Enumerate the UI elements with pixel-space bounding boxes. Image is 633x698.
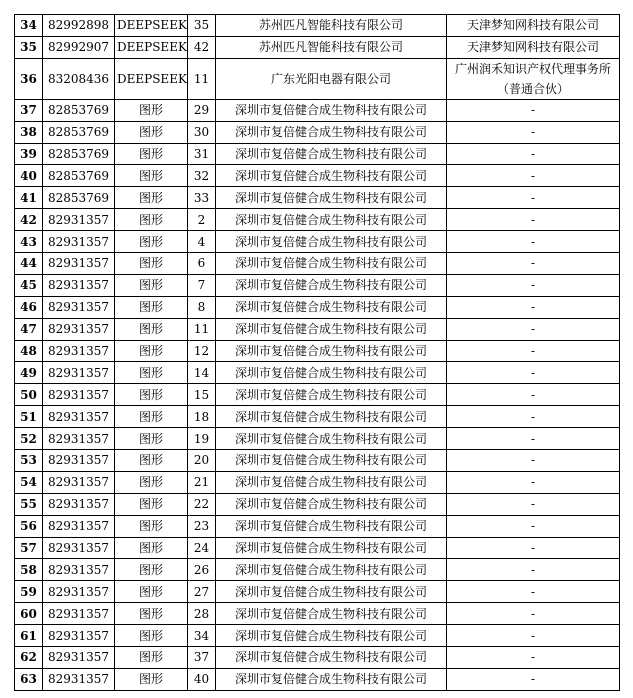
registrant-cell: 深圳市复倍健合成生物科技有限公司	[216, 471, 447, 493]
agent-cell: -	[447, 384, 620, 406]
registrant-cell: 深圳市复倍健合成生物科技有限公司	[216, 187, 447, 209]
registrant-cell: 深圳市复倍健合成生物科技有限公司	[216, 253, 447, 275]
table-row	[15, 99, 620, 121]
class-number-cell: 27	[188, 581, 216, 603]
table-row	[15, 143, 620, 165]
registrant-cell: 深圳市复倍健合成生物科技有限公司	[216, 450, 447, 472]
registration-number-cell: 82931357	[43, 471, 115, 493]
trademark-name-cell: 图形	[115, 274, 188, 296]
row-number-cell: 61	[15, 625, 43, 647]
trademark-name-cell: 图形	[115, 559, 188, 581]
registrant-cell: 深圳市复倍健合成生物科技有限公司	[216, 668, 447, 690]
trademark-name-cell: 图形	[115, 318, 188, 340]
table-row	[15, 647, 620, 669]
agent-cell: -	[447, 165, 620, 187]
row-number-cell: 38	[15, 121, 43, 143]
row-number-cell: 55	[15, 493, 43, 515]
table-row	[15, 58, 620, 99]
registrant-cell: 广东光阳电器有限公司	[216, 58, 447, 99]
agent-cell: -	[447, 450, 620, 472]
class-number-cell: 23	[188, 515, 216, 537]
class-number-cell: 37	[188, 647, 216, 669]
registrant-cell: 苏州匹凡智能科技有限公司	[216, 36, 447, 58]
class-number-cell: 6	[188, 253, 216, 275]
agent-cell: -	[447, 406, 620, 428]
registration-number-cell: 82931357	[43, 296, 115, 318]
row-number-cell: 34	[15, 15, 43, 37]
agent-cell: -	[447, 362, 620, 384]
row-number-cell: 42	[15, 209, 43, 231]
table-row	[15, 340, 620, 362]
row-number-cell: 54	[15, 471, 43, 493]
agent-cell: -	[447, 581, 620, 603]
table-body	[15, 15, 620, 691]
table-row	[15, 581, 620, 603]
class-number-cell: 7	[188, 274, 216, 296]
agent-cell: -	[447, 143, 620, 165]
trademark-name-cell: DEEPSEEK	[115, 58, 188, 99]
row-number-cell: 49	[15, 362, 43, 384]
trademark-name-cell: 图形	[115, 647, 188, 669]
trademark-name-cell: 图形	[115, 625, 188, 647]
trademark-name-cell: 图形	[115, 362, 188, 384]
registrant-cell: 深圳市复倍健合成生物科技有限公司	[216, 428, 447, 450]
registration-number-cell: 82931357	[43, 209, 115, 231]
class-number-cell: 34	[188, 625, 216, 647]
class-number-cell: 14	[188, 362, 216, 384]
row-number-cell: 57	[15, 537, 43, 559]
registration-number-cell: 83208436	[43, 58, 115, 99]
registrant-cell: 深圳市复倍健合成生物科技有限公司	[216, 318, 447, 340]
registrant-cell: 深圳市复倍健合成生物科技有限公司	[216, 274, 447, 296]
trademark-name-cell: 图形	[115, 428, 188, 450]
registrant-cell: 深圳市复倍健合成生物科技有限公司	[216, 581, 447, 603]
row-number-cell: 44	[15, 253, 43, 275]
trademark-name-cell: 图形	[115, 450, 188, 472]
registrant-cell: 深圳市复倍健合成生物科技有限公司	[216, 296, 447, 318]
registration-number-cell: 82931357	[43, 559, 115, 581]
agent-cell: -	[447, 537, 620, 559]
trademark-name-cell: 图形	[115, 296, 188, 318]
registration-number-cell: 82931357	[43, 625, 115, 647]
agent-cell: 天津梦知网科技有限公司	[447, 15, 620, 37]
table-row	[15, 296, 620, 318]
class-number-cell: 18	[188, 406, 216, 428]
class-number-cell: 11	[188, 318, 216, 340]
trademark-name-cell: 图形	[115, 668, 188, 690]
registrant-cell: 深圳市复倍健合成生物科技有限公司	[216, 625, 447, 647]
row-number-cell: 35	[15, 36, 43, 58]
row-number-cell: 52	[15, 428, 43, 450]
registrant-cell: 深圳市复倍健合成生物科技有限公司	[216, 143, 447, 165]
agent-cell: -	[447, 471, 620, 493]
agent-cell: -	[447, 187, 620, 209]
table-row	[15, 559, 620, 581]
row-number-cell: 59	[15, 581, 43, 603]
row-number-cell: 48	[15, 340, 43, 362]
registration-number-cell: 82853769	[43, 121, 115, 143]
table-row	[15, 165, 620, 187]
registration-number-cell: 82931357	[43, 384, 115, 406]
registration-number-cell: 82931357	[43, 515, 115, 537]
registration-number-cell: 82931357	[43, 581, 115, 603]
agent-cell: -	[447, 559, 620, 581]
trademark-name-cell: 图形	[115, 121, 188, 143]
class-number-cell: 28	[188, 603, 216, 625]
row-number-cell: 51	[15, 406, 43, 428]
row-number-cell: 47	[15, 318, 43, 340]
class-number-cell: 12	[188, 340, 216, 362]
registration-number-cell: 82992907	[43, 36, 115, 58]
registration-number-cell: 82931357	[43, 450, 115, 472]
registrant-cell: 深圳市复倍健合成生物科技有限公司	[216, 231, 447, 253]
registration-number-cell: 82992898	[43, 15, 115, 37]
row-number-cell: 37	[15, 99, 43, 121]
row-number-cell: 36	[15, 58, 43, 99]
registration-number-cell: 82931357	[43, 231, 115, 253]
table-row	[15, 318, 620, 340]
class-number-cell: 29	[188, 99, 216, 121]
table-row	[15, 121, 620, 143]
table-row	[15, 187, 620, 209]
agent-cell: -	[447, 603, 620, 625]
registrant-cell: 深圳市复倍健合成生物科技有限公司	[216, 647, 447, 669]
row-number-cell: 40	[15, 165, 43, 187]
registration-number-cell: 82853769	[43, 187, 115, 209]
registration-number-cell: 82931357	[43, 603, 115, 625]
agent-cell: -	[447, 515, 620, 537]
agent-cell: -	[447, 493, 620, 515]
trademark-name-cell: DEEPSEEK	[115, 15, 188, 37]
table-row	[15, 362, 620, 384]
registrant-cell: 苏州匹凡智能科技有限公司	[216, 15, 447, 37]
agent-cell: 广州润禾知识产权代理事务所（普通合伙）	[447, 58, 620, 99]
class-number-cell: 2	[188, 209, 216, 231]
class-number-cell: 22	[188, 493, 216, 515]
table-row	[15, 471, 620, 493]
registrant-cell: 深圳市复倍健合成生物科技有限公司	[216, 515, 447, 537]
row-number-cell: 60	[15, 603, 43, 625]
registrant-cell: 深圳市复倍健合成生物科技有限公司	[216, 209, 447, 231]
trademark-name-cell: 图形	[115, 537, 188, 559]
table-row	[15, 537, 620, 559]
registrant-cell: 深圳市复倍健合成生物科技有限公司	[216, 559, 447, 581]
trademark-name-cell: DEEPSEEK	[115, 36, 188, 58]
table-row	[15, 603, 620, 625]
row-number-cell: 53	[15, 450, 43, 472]
class-number-cell: 11	[188, 58, 216, 99]
registration-number-cell: 82931357	[43, 362, 115, 384]
registration-number-cell: 82931357	[43, 318, 115, 340]
registration-number-cell: 82931357	[43, 274, 115, 296]
agent-cell: -	[447, 253, 620, 275]
agent-cell: -	[447, 668, 620, 690]
trademark-name-cell: 图形	[115, 603, 188, 625]
class-number-cell: 35	[188, 15, 216, 37]
registration-number-cell: 82931357	[43, 668, 115, 690]
agent-cell: -	[447, 209, 620, 231]
class-number-cell: 24	[188, 537, 216, 559]
class-number-cell: 40	[188, 668, 216, 690]
table-row	[15, 428, 620, 450]
row-number-cell: 41	[15, 187, 43, 209]
table-row	[15, 625, 620, 647]
agent-cell: -	[447, 231, 620, 253]
row-number-cell: 43	[15, 231, 43, 253]
trademark-name-cell: 图形	[115, 471, 188, 493]
row-number-cell: 56	[15, 515, 43, 537]
class-number-cell: 21	[188, 471, 216, 493]
registrant-cell: 深圳市复倍健合成生物科技有限公司	[216, 340, 447, 362]
table-row	[15, 515, 620, 537]
trademark-name-cell: 图形	[115, 253, 188, 275]
row-number-cell: 46	[15, 296, 43, 318]
row-number-cell: 63	[15, 668, 43, 690]
registrant-cell: 深圳市复倍健合成生物科技有限公司	[216, 493, 447, 515]
trademark-name-cell: 图形	[115, 209, 188, 231]
table-row	[15, 493, 620, 515]
agent-cell: -	[447, 318, 620, 340]
registration-number-cell: 82931357	[43, 647, 115, 669]
class-number-cell: 20	[188, 450, 216, 472]
class-number-cell: 15	[188, 384, 216, 406]
class-number-cell: 26	[188, 559, 216, 581]
class-number-cell: 8	[188, 296, 216, 318]
trademark-name-cell: 图形	[115, 231, 188, 253]
registration-number-cell: 82853769	[43, 143, 115, 165]
row-number-cell: 39	[15, 143, 43, 165]
table-row	[15, 384, 620, 406]
agent-cell: -	[447, 121, 620, 143]
class-number-cell: 31	[188, 143, 216, 165]
trademark-name-cell: 图形	[115, 406, 188, 428]
registrant-cell: 深圳市复倍健合成生物科技有限公司	[216, 121, 447, 143]
table-row	[15, 36, 620, 58]
trademark-name-cell: 图形	[115, 581, 188, 603]
trademark-name-cell: 图形	[115, 165, 188, 187]
table-row	[15, 406, 620, 428]
registrant-cell: 深圳市复倍健合成生物科技有限公司	[216, 165, 447, 187]
table-row	[15, 668, 620, 690]
class-number-cell: 19	[188, 428, 216, 450]
row-number-cell: 62	[15, 647, 43, 669]
class-number-cell: 42	[188, 36, 216, 58]
trademark-name-cell: 图形	[115, 143, 188, 165]
agent-cell: -	[447, 274, 620, 296]
class-number-cell: 32	[188, 165, 216, 187]
agent-cell: -	[447, 99, 620, 121]
registrant-cell: 深圳市复倍健合成生物科技有限公司	[216, 537, 447, 559]
agent-cell: -	[447, 625, 620, 647]
registration-number-cell: 82931357	[43, 340, 115, 362]
trademark-name-cell: 图形	[115, 493, 188, 515]
class-number-cell: 4	[188, 231, 216, 253]
agent-cell: 天津梦知网科技有限公司	[447, 36, 620, 58]
registrant-cell: 深圳市复倍健合成生物科技有限公司	[216, 99, 447, 121]
table-row	[15, 253, 620, 275]
trademark-name-cell: 图形	[115, 187, 188, 209]
registrant-cell: 深圳市复倍健合成生物科技有限公司	[216, 406, 447, 428]
table-row	[15, 274, 620, 296]
registrant-cell: 深圳市复倍健合成生物科技有限公司	[216, 362, 447, 384]
table-row	[15, 450, 620, 472]
trademark-name-cell: 图形	[115, 515, 188, 537]
row-number-cell: 45	[15, 274, 43, 296]
table-row	[15, 209, 620, 231]
trademark-name-cell: 图形	[115, 384, 188, 406]
registration-number-cell: 82931357	[43, 537, 115, 559]
row-number-cell: 50	[15, 384, 43, 406]
registration-number-cell: 82931357	[43, 428, 115, 450]
registrant-cell: 深圳市复倍健合成生物科技有限公司	[216, 384, 447, 406]
agent-cell: -	[447, 296, 620, 318]
class-number-cell: 30	[188, 121, 216, 143]
table-row	[15, 15, 620, 37]
row-number-cell: 58	[15, 559, 43, 581]
trademark-name-cell: 图形	[115, 99, 188, 121]
trademark-table	[14, 14, 620, 691]
class-number-cell: 33	[188, 187, 216, 209]
registration-number-cell: 82931357	[43, 406, 115, 428]
agent-cell: -	[447, 428, 620, 450]
agent-cell: -	[447, 340, 620, 362]
registrant-cell: 深圳市复倍健合成生物科技有限公司	[216, 603, 447, 625]
agent-cell: -	[447, 647, 620, 669]
registration-number-cell: 82853769	[43, 165, 115, 187]
registration-number-cell: 82931357	[43, 493, 115, 515]
trademark-name-cell: 图形	[115, 340, 188, 362]
registration-number-cell: 82853769	[43, 99, 115, 121]
registration-number-cell: 82931357	[43, 253, 115, 275]
table-row	[15, 231, 620, 253]
